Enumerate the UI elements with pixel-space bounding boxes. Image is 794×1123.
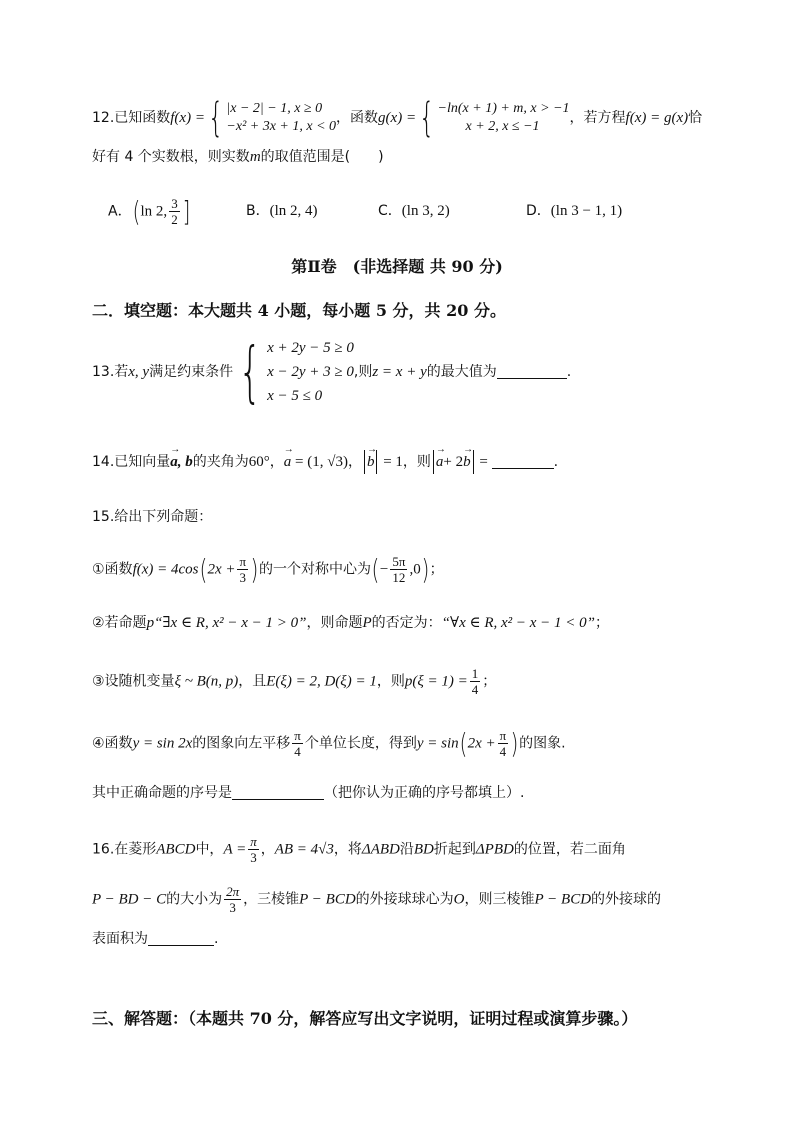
question-16-line2 xyxy=(92,884,734,915)
q15-answer-blank[interactable] xyxy=(232,799,324,800)
q16-tetra: P − BCD xyxy=(299,891,356,908)
p4-open-paren: ( xyxy=(459,726,467,760)
q12-mid: ，函数 xyxy=(336,110,379,126)
p1-inner: 2x + xyxy=(207,561,236,578)
q16-triangle-pbd: ΔPBD xyxy=(475,841,514,858)
q12-gx: g(x) = xyxy=(378,110,417,126)
p3-prefix: ③设随机变量 xyxy=(92,673,175,690)
p4-prefix: ④函数 xyxy=(92,735,133,752)
p1-zero: ,0 xyxy=(409,561,421,578)
q16-triangle-abd: ΔABD xyxy=(361,841,400,858)
question-15-intro: 15.给出下列命题： xyxy=(92,509,213,525)
q13-prefix: 13.若 xyxy=(92,364,129,380)
p4-end: 的图象. xyxy=(519,735,566,752)
p3-num: 1 xyxy=(471,666,479,681)
q12-suffix2: 恰 xyxy=(688,110,703,126)
q12-gx-case2: x + 2, x ≤ −1 xyxy=(465,119,540,134)
p2-p: p xyxy=(146,615,155,631)
p1-prefix: ①函数 xyxy=(92,561,133,578)
q13-suffix: 的最大值为 xyxy=(426,364,497,380)
option-a-num: 3 xyxy=(171,196,178,211)
p1-function: f(x) = 4cos xyxy=(132,561,199,578)
q14-vectors: → a, b xyxy=(170,451,193,473)
q16-bd: BD xyxy=(413,841,434,858)
question-12-line1 xyxy=(92,95,734,141)
q12-option-d[interactable] xyxy=(526,200,622,220)
p1-end: ； xyxy=(429,561,444,578)
p4-pi: π xyxy=(499,728,507,743)
q14-expr-plus: + 2 xyxy=(443,454,464,470)
q14-norm-bar xyxy=(364,450,365,474)
p1-close-paren: ) xyxy=(250,552,259,586)
question-12-line2 xyxy=(92,146,734,168)
q16-2pi: 2π xyxy=(226,884,240,899)
q16-answer-blank[interactable] xyxy=(148,945,214,946)
q13-then: ,则 xyxy=(353,364,373,380)
p4-den: 4 xyxy=(294,744,301,759)
q16-pi: π xyxy=(250,834,257,849)
q12-equation: f(x) = g(x) xyxy=(625,110,689,126)
q12-gx-cases xyxy=(438,100,570,136)
p4-fraction xyxy=(292,728,303,759)
question-16-line1 xyxy=(92,834,734,865)
q13-constraint-1: x + 2y − 5 ≥ 0 xyxy=(267,340,354,356)
q16-comma: ， xyxy=(260,841,275,858)
p4-inner: 2x + xyxy=(467,735,496,752)
q12-option-c[interactable] xyxy=(378,200,450,220)
p1-mid: 的一个对称中心为 xyxy=(258,561,371,578)
p1-close-paren-2: ) xyxy=(421,552,430,586)
p4-close-paren: ) xyxy=(510,726,519,760)
q16-prefix: 16.在菱形 xyxy=(92,841,157,858)
option-d-text: (ln 3 − 1, 1) xyxy=(550,203,623,219)
q16-mid-5: 的位置，若二面角 xyxy=(513,841,626,858)
q13-brace: { xyxy=(238,333,262,410)
q12-fx: f(x) = xyxy=(170,110,205,126)
option-a-den: 2 xyxy=(171,212,178,227)
q13-constraint-2: x − 2y + 3 ≥ 0 xyxy=(267,364,354,380)
question-16-line3 xyxy=(92,928,734,950)
q14-a-value: = (1, √3) xyxy=(291,454,348,470)
q16-three: 3 xyxy=(250,850,257,865)
p1-fraction xyxy=(237,554,248,585)
q15-proposition-2 xyxy=(92,612,734,634)
option-b-text: (ln 2, 4) xyxy=(269,203,318,219)
p4-fraction-2 xyxy=(498,728,509,759)
q14-expr-b: → b xyxy=(463,451,471,473)
q16-line3-prefix: 表面积为 xyxy=(92,931,148,947)
p1-neg: − xyxy=(379,561,389,578)
q16-tetra-2: P − BCD xyxy=(534,891,592,908)
q14-vector-b: → b xyxy=(367,451,375,473)
q12-prefix: 12.已知函数 xyxy=(92,110,171,126)
q16-end: . xyxy=(214,931,219,947)
q14-end: . xyxy=(553,454,559,470)
p3-distribution: ξ ~ B(n, p) xyxy=(174,673,239,690)
q12-fx-cases xyxy=(226,100,336,136)
q12-fx-case1: |x − 2| − 1, x ≥ 0 xyxy=(226,101,323,116)
q16-mid-4: 折起到 xyxy=(433,841,476,858)
p4-mid-2: 个单位长度，得到 xyxy=(304,735,417,752)
question-13 xyxy=(92,333,734,410)
q12-fx-brace: { xyxy=(208,95,224,141)
option-c-label: C． xyxy=(378,203,402,219)
q15-answer-prefix: 其中正确命题的序号是 xyxy=(92,785,232,801)
q14-vector-a: → a xyxy=(284,451,292,473)
p3-end: ； xyxy=(482,673,497,690)
q16-dihedral: P − BD − C xyxy=(92,891,167,908)
option-a-open-paren: ( xyxy=(132,194,140,228)
p1-pi: π xyxy=(239,554,247,569)
q12-option-a[interactable] xyxy=(108,196,191,227)
p3-fraction xyxy=(470,666,481,697)
question-14 xyxy=(92,450,734,474)
q16-ab-length: AB = 4√3 xyxy=(274,841,334,858)
option-a-body: ln 2, xyxy=(140,203,168,220)
q16-abcd: ABCD xyxy=(156,841,196,858)
option-a-label: A． xyxy=(108,203,132,220)
option-c-text: (ln 3, 2) xyxy=(401,203,450,219)
q13-vars: x, y xyxy=(128,364,150,380)
q13-mid: 满足约束条件 xyxy=(149,364,234,380)
section-2-title: 第Ⅱ卷 (非选择题 共 90 分) xyxy=(291,257,503,276)
p2-mid: ，则命题 xyxy=(306,615,363,631)
q12-line2-a: 好有 4 个实数根，则实数 xyxy=(92,149,250,165)
option-b-label: B． xyxy=(246,203,270,219)
q12-var-m: m xyxy=(249,149,261,165)
q14-norm-bar-3 xyxy=(433,450,434,474)
p1-open-paren: ( xyxy=(199,552,207,586)
q16-center: O xyxy=(453,891,465,908)
q16-mid-7: ，三棱锥 xyxy=(243,891,300,908)
p1-open-paren-2: ( xyxy=(371,552,380,586)
p4-four: 4 xyxy=(499,744,507,759)
p2-proposition: “∃x ∈ R, x² − x − 1 > 0” xyxy=(154,615,307,631)
p4-num: π xyxy=(294,728,301,743)
q13-objective: z = x + y xyxy=(372,364,427,380)
q16-mid-2: ，将 xyxy=(333,841,362,858)
q14-eq: = xyxy=(475,454,492,470)
q14-b-value: = 1 xyxy=(379,454,403,470)
p3-probability: p(ξ = 1) = xyxy=(404,673,468,690)
q14-answer-blank[interactable] xyxy=(492,468,554,469)
q13-answer-blank[interactable] xyxy=(497,378,567,379)
q16-mid-8: 的外接球球心为 xyxy=(355,891,454,908)
option-a-close-paren: ] xyxy=(182,194,190,228)
q12-gx-brace: { xyxy=(419,95,435,141)
q13-constraint-3: x − 5 ≤ 0 xyxy=(267,388,323,404)
q16-mid-1: 中， xyxy=(195,841,224,858)
q15-proposition-3 xyxy=(92,666,734,697)
p1-12: 12 xyxy=(392,570,406,585)
q13-constraints xyxy=(267,336,354,408)
q16-fraction-2 xyxy=(224,884,241,915)
p3-mid: ，且 xyxy=(238,673,267,690)
q16-angle-a: A = xyxy=(223,841,247,858)
q14-expr-a: → a xyxy=(436,451,444,473)
q16-fraction xyxy=(248,834,259,865)
p1-fraction-2 xyxy=(390,554,407,585)
q14-then: ，则 xyxy=(402,454,431,470)
q16-mid-3: 沿 xyxy=(399,841,414,858)
q16-three-2: 3 xyxy=(229,900,236,915)
p3-den: 4 xyxy=(471,682,479,697)
p2-end: ； xyxy=(595,615,610,631)
q15-answer-suffix: （把你认为正确的序号都填上）. xyxy=(324,785,525,801)
q14-prefix: 14.已知向量 xyxy=(92,454,171,470)
q16-mid-6: 的大小为 xyxy=(166,891,223,908)
q13-end: . xyxy=(566,364,572,380)
p1-5pi: 5π xyxy=(392,554,406,569)
option-d-label: D． xyxy=(526,203,551,219)
q14-angle: 60° xyxy=(248,454,270,470)
p1-three: 3 xyxy=(239,570,246,585)
part-3-heading: 三、解答题：（本题共 70 分，解答应写出文字说明，证明过程或演算步骤。） xyxy=(92,1009,638,1028)
p3-condition: E(ξ) = 2, D(ξ) = 1 xyxy=(266,673,377,690)
q14-mid: 的夹角为 xyxy=(192,454,249,470)
p2-P: P xyxy=(362,615,372,631)
q14-comma-2: ， xyxy=(347,454,362,470)
q12-line2-b: 的取值范围是( ) xyxy=(260,149,384,165)
p4-function: y = sin 2x xyxy=(132,735,193,752)
p2-prefix: ②若命题 xyxy=(92,615,147,631)
p4-result-function: y = sin xyxy=(416,735,459,752)
q12-option-b[interactable] xyxy=(246,200,318,220)
q12-fx-case2: −x² + 3x + 1, x < 0 xyxy=(226,119,337,134)
p4-mid: 的图象向左平移 xyxy=(192,735,291,752)
q15-answer-line xyxy=(92,782,734,804)
q16-mid-10: 的外接球的 xyxy=(591,891,662,908)
q12-suffix: ，若方程 xyxy=(569,110,626,126)
q16-mid-9: ，则三棱锥 xyxy=(464,891,535,908)
q12-gx-case1: −ln(x + 1) + m, x > −1 xyxy=(437,101,570,116)
q14-comma: ， xyxy=(269,454,284,470)
q15-proposition-4 xyxy=(92,728,734,759)
option-a-fraction xyxy=(169,196,180,227)
p2-negation: “∀x ∈ R, x² − x − 1 < 0” xyxy=(441,615,596,631)
part-2-heading: 二．填空题：本大题共 4 小题，每小题 5 分，共 20 分。 xyxy=(92,301,506,320)
p3-mid-2: ，则 xyxy=(376,673,405,690)
p2-mid-2: 的否定为： xyxy=(371,615,442,631)
q15-proposition-1 xyxy=(92,554,734,585)
